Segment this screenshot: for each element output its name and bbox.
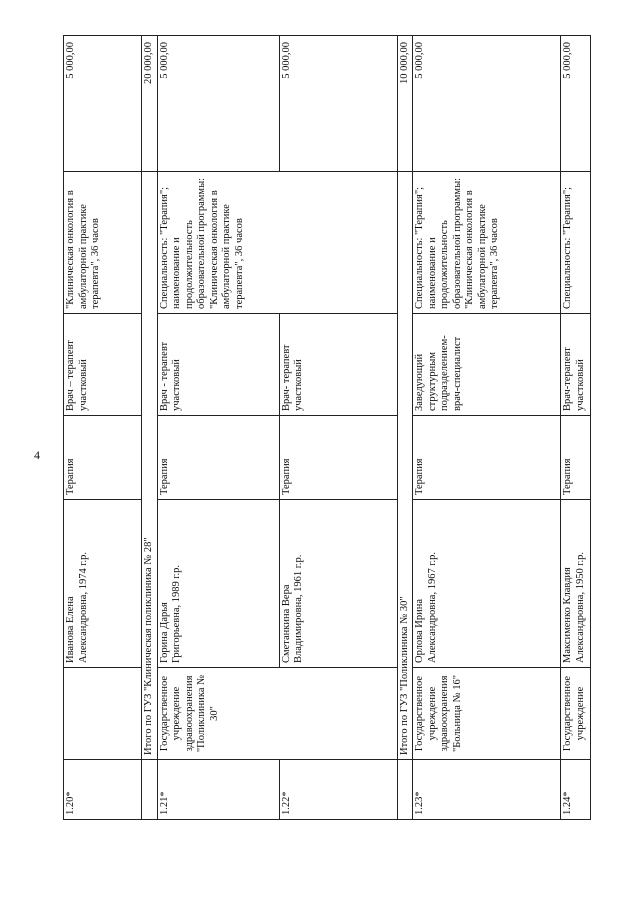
row-number: 1.22* — [279, 760, 397, 820]
specialty-cell: Терапия — [413, 416, 561, 500]
row-number: 1.24* — [561, 760, 591, 820]
staff-table — [63, 35, 591, 820]
program-cell: Специальность: "Терапия"; — [561, 172, 591, 314]
total-label: Итого по ГУЗ "Поликлиника № 30" — [397, 172, 413, 760]
person-name: Максименко Клавдия Александровна, 1950 г.р. — [561, 500, 591, 668]
table-row — [561, 36, 591, 820]
specialty-cell: Терапия — [64, 416, 142, 500]
total-row — [397, 36, 413, 820]
position-cell: Врач- терапевт участковый — [279, 314, 397, 416]
person-name: Сметанкина Вера Владимировна, 1961 г.р. — [279, 500, 397, 668]
page-number: 4 — [34, 448, 40, 462]
total-label: Итого по ГУЗ "Клиническая поликлиника № 28" — [142, 172, 158, 760]
specialty-cell: Терапия — [157, 416, 279, 500]
rotated-table-wrapper — [63, 36, 585, 820]
program-cell: Специальность: "Терапия"; наименование и продолжительность образовательной программы: "Клиническая онкология в амбулаторной практике терапевта", 36 часов — [157, 172, 397, 314]
organization-cell: Государственное учреждение здравоохранения "Поликлиника № 30" — [157, 668, 397, 760]
table-row — [157, 36, 279, 820]
row-number: 1.20* — [64, 760, 142, 820]
table-row — [413, 36, 561, 820]
organization-cell: Государственное учреждение здравоохранения "Больница № 16" — [413, 668, 561, 760]
amount-cell: 5 000,00 — [64, 36, 142, 172]
person-name: Горина Дарья Григорьевна, 1989 г.р. — [157, 500, 279, 668]
organization-cell — [64, 668, 142, 760]
person-name: Иванова Елена Александровна, 1974 г.р. — [64, 500, 142, 668]
amount-cell: 5 000,00 — [561, 36, 591, 172]
position-cell: Заведующий структурным подразделением-врач-специалист — [413, 314, 561, 416]
amount-cell: 5 000,00 — [279, 36, 397, 172]
position-cell: Врач - терапевт участковый — [157, 314, 279, 416]
position-cell: Врач-терапевт участковый — [561, 314, 591, 416]
row-number: 1.21* — [157, 760, 279, 820]
row-number: 1.23* — [413, 760, 561, 820]
program-cell: "Клиническая онкология в амбулаторной практике терапевта", 36 часов — [64, 172, 142, 314]
position-cell: Врач – терапевт участковый — [64, 314, 142, 416]
organization-cell: Государственное учреждение — [561, 668, 591, 760]
person-name: Орлова Ирина Александровна, 1967 г.р. — [413, 500, 561, 668]
amount-cell: 5 000,00 — [157, 36, 279, 172]
program-cell: Специальность: "Терапия"; наименование и продолжительность образовательной программы: "Клиническая онкология в амбулаторной практике терапевта", 36 часов — [413, 172, 561, 314]
amount-cell: 5 000,00 — [413, 36, 561, 172]
specialty-cell: Терапия — [561, 416, 591, 500]
specialty-cell: Терапия — [279, 416, 397, 500]
table-row — [64, 36, 142, 820]
total-amount: 20 000,00 — [142, 36, 158, 172]
total-amount: 10 000,00 — [397, 36, 413, 172]
total-row — [142, 36, 158, 820]
